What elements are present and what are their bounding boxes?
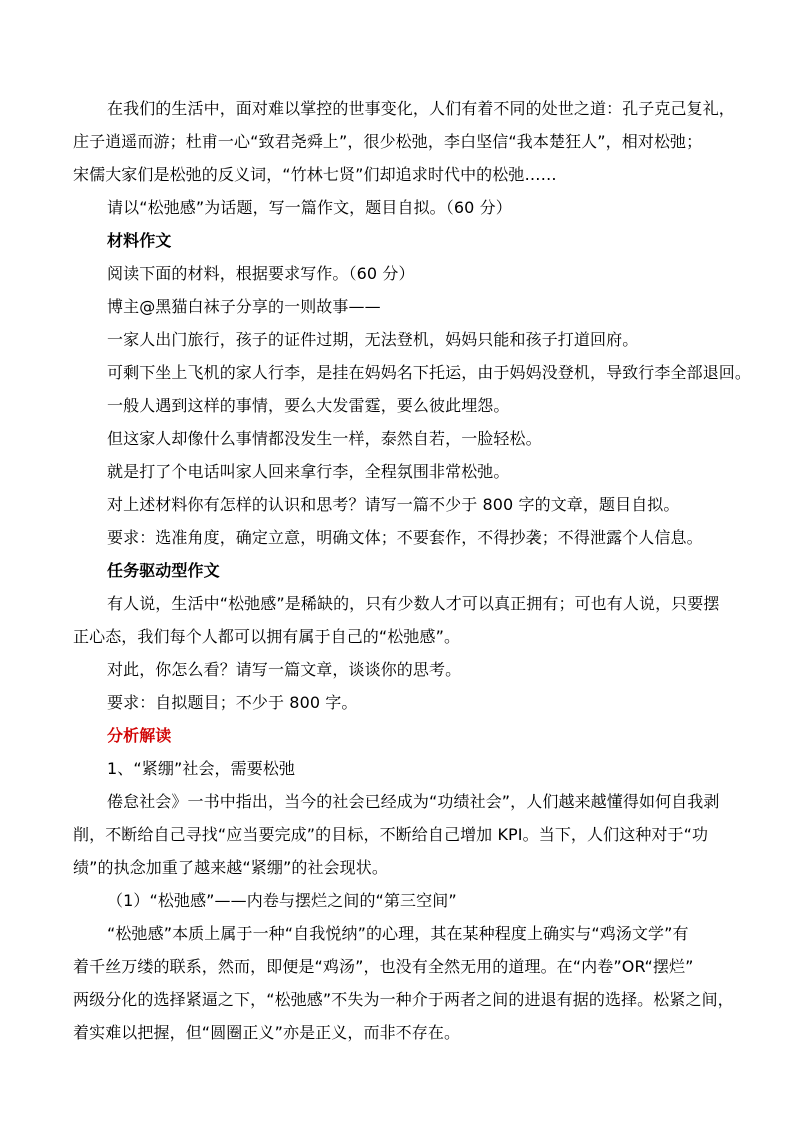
- paragraph-story-4: 但这家人却像什么事情都没发生一样，泰然自若，一脸轻松。: [107, 429, 542, 448]
- paragraph-story-2: 可剩下坐上飞机的家人行李，是挂在妈妈名下托运，由于妈妈没登机，导致行李全部退回。: [107, 363, 752, 382]
- analysis-subparagraph-line-2: 着千丝万缕的联系，然而，即便是“鸡汤”，也没有全然无用的道理。在“内卷”OR“摆烂”: [73, 957, 694, 976]
- heading-analysis: 分析解读: [107, 726, 172, 745]
- paragraph-intro-line-1: 在我们的生活中，面对难以掌控的世事变化，人们有着不同的处世之道：孔子克己复礼，: [107, 99, 735, 118]
- paragraph-task-question: 对此，你怎么看？请写一篇文章，谈谈你的思考。: [107, 660, 462, 679]
- analysis-paragraph-line-2: 削，不断给自己寻找“应当要完成”的目标，不断给自己增加 KPI。当下，人们这种对于“功: [73, 825, 709, 844]
- paragraph-instructions: 阅读下面的材料，根据要求写作。（60 分）: [107, 264, 415, 283]
- paragraph-blogger-story: 博主@黑猫白袜子分享的一则故事——: [107, 297, 381, 316]
- analysis-subparagraph-line-3: 两级分化的选择紧逼之下，“松弛感”不失为一种介于两者之间的进退有据的选择。松紧之间，: [73, 990, 734, 1009]
- paragraph-prompt: 请以“松弛感”为话题，写一篇作文，题目自拟。（60 分）: [107, 198, 512, 217]
- paragraph-task-line-1: 有人说，生活中“松弛感”是稀缺的，只有少数人才可以真正拥有；可也有人说，只要摆: [107, 594, 720, 613]
- paragraph-requirements: 要求：选准角度，确定立意，明确文体；不要套作，不得抄袭；不得泄露个人信息。: [107, 528, 703, 547]
- paragraph-story-3: 一般人遇到这样的事情，要么大发雷霆，要么彼此埋怨。: [107, 396, 510, 415]
- analysis-paragraph-line-1: 倦怠社会》一书中指出，当今的社会已经成为“功绩社会”，人们越来越懂得如何自我剥: [107, 792, 720, 811]
- analysis-subpoint-1: （1）“松弛感”——内卷与摆烂之间的“第三空间”: [107, 891, 457, 910]
- analysis-paragraph-line-3: 绩”的执念加重了越来越“紧绷”的社会现状。: [73, 858, 388, 877]
- paragraph-intro-line-2: 庄子逍遥而游；杜甫一心“致君尧舜上”，很少松弛，李白坚信“我本楚狂人”，相对松弛；: [73, 132, 703, 151]
- paragraph-story-1: 一家人出门旅行，孩子的证件过期，无法登机，妈妈只能和孩子打道回府。: [107, 330, 639, 349]
- analysis-subparagraph-line-1: “松弛感”本质上属于一种“自我悦纳”的心理，其在某种程度上确实与“鸡汤文学”有: [107, 924, 689, 943]
- analysis-subparagraph-line-4: 着实难以把握，但“圆圈正义”亦是正义，而非不存在。: [73, 1023, 461, 1042]
- heading-material-essay: 材料作文: [107, 231, 172, 250]
- paragraph-intro-line-3: 宋儒大家们是松弛的反义词，“竹林七贤”们却追求时代中的松弛……: [73, 165, 557, 184]
- heading-task-driven-essay: 任务驱动型作文: [107, 561, 220, 580]
- paragraph-question: 对上述材料你有怎样的认识和思考？请写一篇不少于 800 字的文章，题目自拟。: [107, 495, 680, 514]
- analysis-point-1: 1、“紧绷”社会，需要松弛: [107, 759, 296, 778]
- paragraph-story-5: 就是打了个电话叫家人回来拿行李，全程氛围非常松弛。: [107, 462, 510, 481]
- paragraph-task-line-2: 正心态，我们每个人都可以拥有属于自己的“松弛感”。: [73, 627, 461, 646]
- paragraph-task-requirements: 要求：自拟题目；不少于 800 字。: [107, 693, 358, 712]
